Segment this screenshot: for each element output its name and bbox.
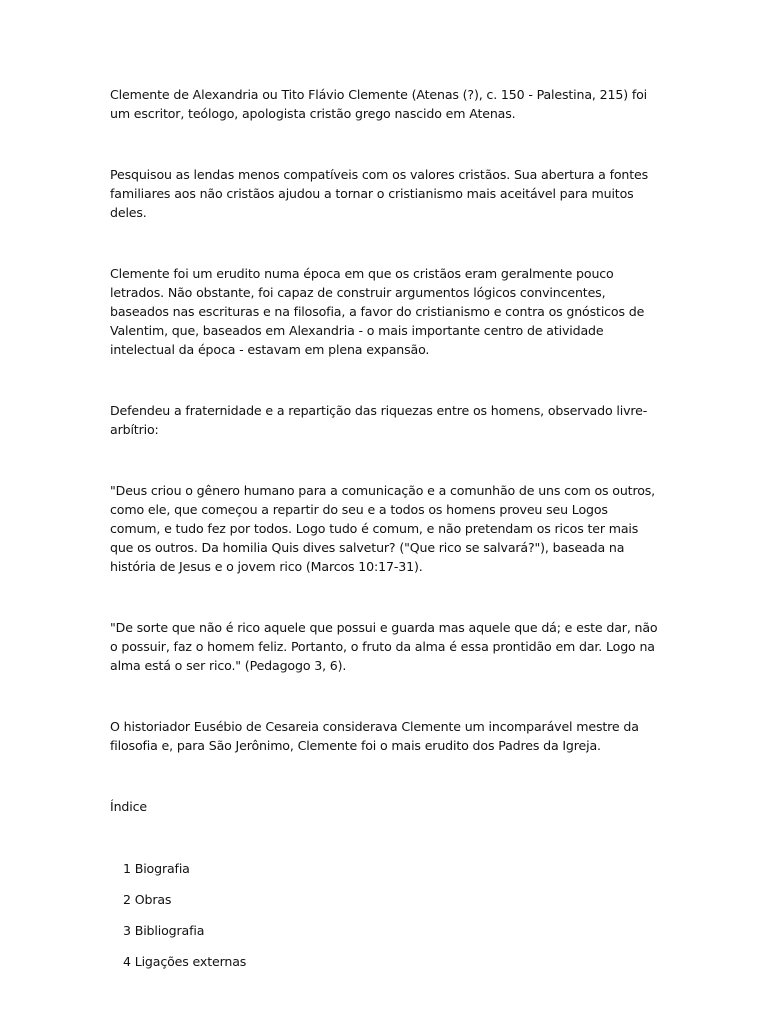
index-heading: Índice	[110, 799, 147, 814]
quote-humanity: "Deus criou o gênero humano para a comunicação e a comunhão de uns com os outros, como ele, que começou a repartir do seu e a todos os homens proveu seu Logos comum, e tudo fez por todos. Logo tudo é comum, e não pretendam os ricos ter mais que os outros. Da homilia Quis dives salvetur? ("Que rico se salvará?"), baseada na história de Jesus e o jovem rico (Marcos 10:17-31).	[110, 483, 656, 574]
index-list	[110, 859, 658, 971]
index-item-ligacoes-externas: 4 Ligações externas	[123, 954, 247, 969]
index-item-obras: 2 Obras	[123, 892, 172, 907]
paragraph-fraternity: Defendeu a fraternidade e a repartição das riquezas entre os homens, observado livre-arbítrio:	[110, 403, 648, 437]
document-page	[110, 85, 658, 983]
paragraph-legends: Pesquisou as lendas menos compatíveis com os valores cristãos. Sua abertura a fontes familiares aos não cristãos ajudou a tornar o cristianismo mais aceitável para muitos deles.	[110, 167, 649, 220]
paragraph-erudite: Clemente foi um erudito numa época em que os cristãos eram geralmente pouco letrados. Não obstante, foi capaz de construir argumentos lógicos convincentes, baseados nas escrituras e na filosofia, a favor do cristianismo e contra os gnósticos de Valentim, que, baseados em Alexandria - o mais importante centro de atividade intelectual da época - estavam em plena expansão.	[110, 266, 645, 357]
index-item-biografia: 1 Biografia	[123, 861, 190, 876]
quote-wealth: "De sorte que não é rico aquele que possui e guarda mas aquele que dá; e este dar, não o possuir, faz o homem feliz. Portanto, o fruto da alma é essa prontidão em dar. Logo na alma está o ser rico." (Pedagogo 3, 6).	[110, 620, 658, 673]
index-item-bibliografia: 3 Bibliografia	[123, 923, 205, 938]
paragraph-eusebius: O historiador Eusébio de Cesareia considerava Clemente um incomparável mestre da filosofia e, para São Jerônimo, Clemente foi o mais erudito dos Padres da Igreja.	[110, 719, 639, 753]
paragraph-intro: Clemente de Alexandria ou Tito Flávio Clemente (Atenas (?), c. 150 - Palestina, 215) foi um escritor, teólogo, apologista cristão grego nascido em Atenas.	[110, 87, 648, 121]
